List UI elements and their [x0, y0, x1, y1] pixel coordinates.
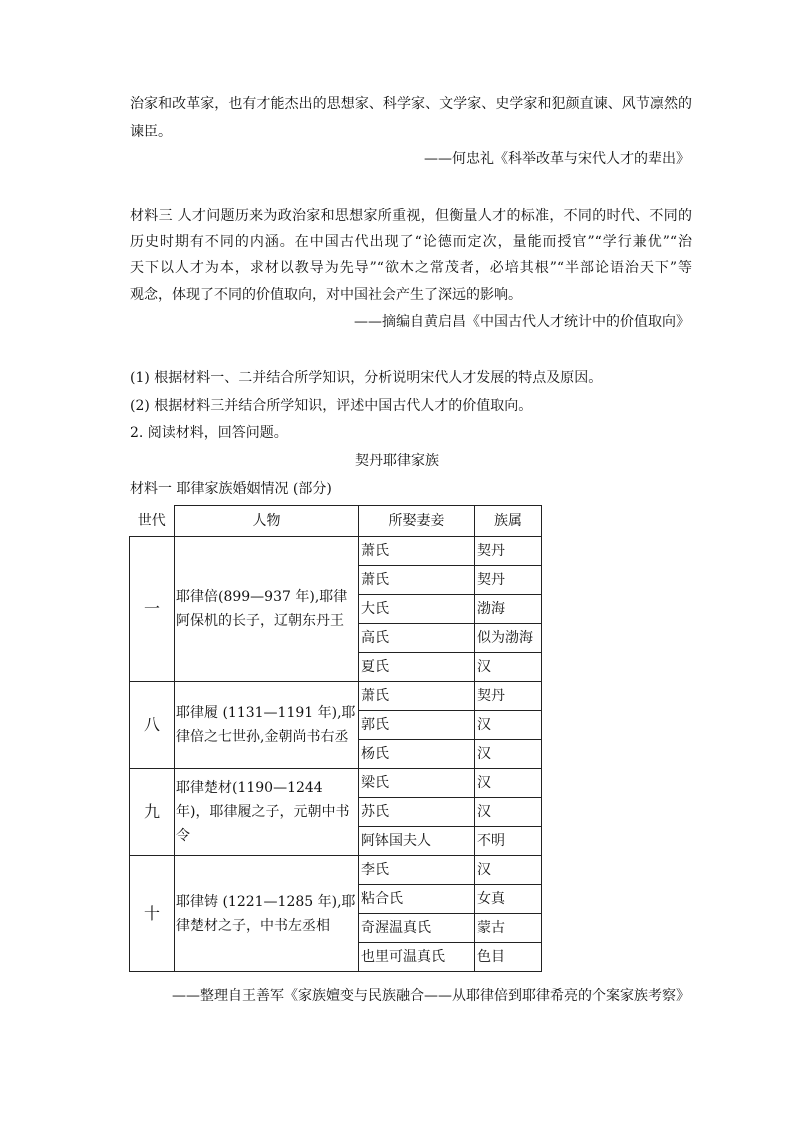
ethnicity-cell: 汉	[475, 740, 542, 769]
spouse-cell: 萧氏	[359, 566, 475, 595]
marriage-table	[129, 505, 542, 972]
ethnicity-cell: 汉	[475, 711, 542, 740]
ethnicity-cell: 契丹	[475, 682, 542, 711]
person-cell: 耶律楚材(1190—1244 年)，耶律履之子，元朝中书令	[175, 769, 359, 856]
generation-cell: 九	[130, 769, 175, 856]
paragraph-line: 治家和改革家，也有才能杰出的思想家、科学家、文学家、史学家和犯颜直谏、风节凛然的	[130, 96, 692, 112]
ethnicity-cell: 汉	[475, 798, 542, 827]
person-cell: 耶律铸 (1221—1285 年),耶律楚材之子，中书左丞相	[175, 856, 359, 972]
ethnicity-cell: 契丹	[475, 566, 542, 595]
spouse-cell: 萧氏	[359, 682, 475, 711]
ethnicity-cell: 不明	[475, 827, 542, 856]
spouse-cell: 杨氏	[359, 740, 475, 769]
material-one-caption: 材料一 耶律家族婚姻情况 (部分)	[130, 481, 332, 497]
generation-cell: 八	[130, 682, 175, 769]
source-citation: ——整理自王善军《家族嬗变与民族融合——从耶律倍到耶律希亮的个案家族考察》	[172, 988, 690, 1004]
ethnicity-cell: 色目	[475, 943, 542, 972]
spouse-cell: 粘合氏	[359, 885, 475, 914]
ethnicity-cell: 汉	[475, 769, 542, 798]
source-citation: ——摘编自黄启昌《中国古代人才统计中的价值取向》	[354, 314, 690, 330]
question-number: 2. 阅读材料，回答问题。	[130, 425, 288, 441]
header-spouse: 所娶妻妾	[359, 506, 475, 537]
table-title: 契丹耶律家族	[355, 453, 439, 469]
header-ethnicity: 族属	[475, 506, 542, 537]
person-cell: 耶律倍(899—937 年),耶律阿保机的长子，辽朝东丹王	[175, 537, 359, 682]
material-three-line: 观念，体现了不同的价值取向，对中国社会产生了深远的影响。	[130, 287, 522, 303]
spouse-cell: 奇渥温真氏	[359, 914, 475, 943]
spouse-cell: 李氏	[359, 856, 475, 885]
spouse-cell: 苏氏	[359, 798, 475, 827]
paragraph-line: 谏臣。	[130, 124, 172, 140]
question-2: (2) 根据材料三并结合所学知识，评述中国古代人才的价值取向。	[130, 398, 533, 414]
ethnicity-cell: 渤海	[475, 595, 542, 624]
spouse-cell: 大氏	[359, 595, 475, 624]
material-three-line: 天下以人才为本，求材以教导为先导”“欲木之常茂者，必培其根”“半部论语治天下”等	[130, 260, 692, 276]
table-row	[130, 856, 542, 885]
header-person: 人物	[175, 506, 359, 537]
ethnicity-cell: 似为渤海	[475, 624, 542, 653]
header-generation: 世代	[130, 506, 175, 537]
spouse-cell: 梁氏	[359, 769, 475, 798]
material-three-line: 材料三 人才问题历来为政治家和思想家所重视，但衡量人才的标准，不同的时代、不同的	[130, 208, 692, 224]
spouse-cell: 郭氏	[359, 711, 475, 740]
ethnicity-cell: 汉	[475, 653, 542, 682]
table-header-row	[130, 506, 542, 537]
spouse-cell: 萧氏	[359, 537, 475, 566]
generation-cell: 十	[130, 856, 175, 972]
material-three-line: 历史时期有不同的内涵。在中国古代出现了“论德而定次，量能而授官”“学行兼优”“治	[130, 234, 692, 250]
person-cell: 耶律履 (1131—1191 年),耶律倍之七世孙,金朝尚书右丞	[175, 682, 359, 769]
spouse-cell: 也里可温真氏	[359, 943, 475, 972]
question-1: (1) 根据材料一、二并结合所学知识，分析说明宋代人才发展的特点及原因。	[130, 370, 603, 386]
table-row	[130, 682, 542, 711]
ethnicity-cell: 汉	[475, 856, 542, 885]
spouse-cell: 高氏	[359, 624, 475, 653]
generation-cell: 一	[130, 537, 175, 682]
ethnicity-cell: 蒙古	[475, 914, 542, 943]
table-row	[130, 537, 542, 566]
spouse-cell: 夏氏	[359, 653, 475, 682]
spouse-cell: 阿钵国夫人	[359, 827, 475, 856]
ethnicity-cell: 契丹	[475, 537, 542, 566]
ethnicity-cell: 女真	[475, 885, 542, 914]
table-row	[130, 769, 542, 798]
source-citation: ——何忠礼《科举改革与宋代人才的辈出》	[424, 151, 690, 167]
